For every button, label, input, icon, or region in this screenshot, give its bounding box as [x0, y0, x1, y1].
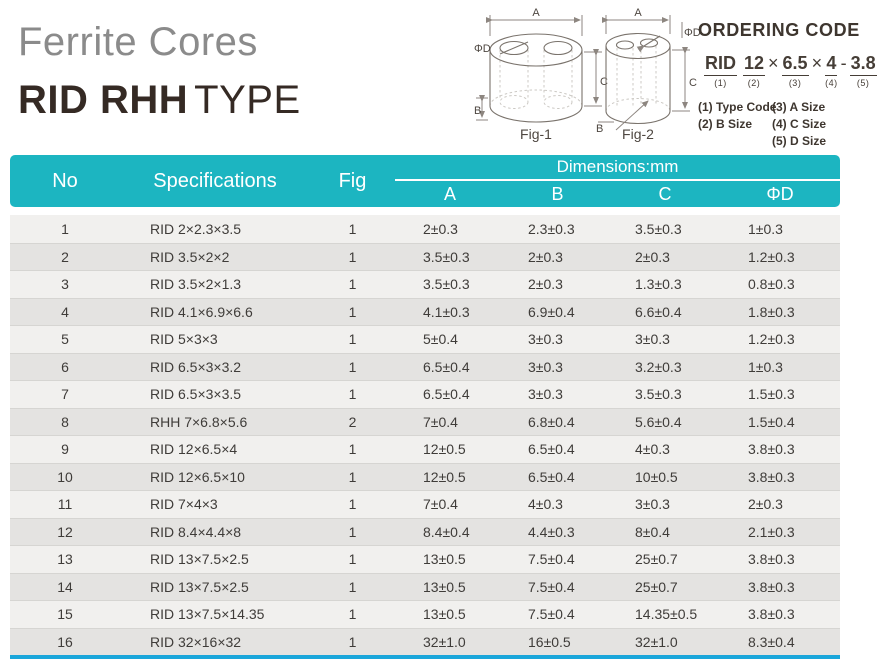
ordering-code-part: [765, 53, 809, 88]
cell-fig: 1: [348, 578, 357, 595]
ordering-code-value: 3.8: [850, 53, 877, 76]
cell-fig: 1: [348, 551, 357, 568]
cell-no: 10: [57, 468, 73, 485]
ordering-code-marker: (2): [747, 77, 761, 88]
table-row: [10, 490, 840, 518]
ordering-code-segment: [782, 53, 809, 88]
ordering-code-segment: [850, 53, 877, 88]
cell-dim-c: 32±1.0: [635, 633, 678, 650]
legend-item-left: (1) Type Code: [698, 99, 777, 114]
cell-dim-b: 3±0.3: [528, 358, 563, 375]
cell-specification: RHH 7×6.8×5.6: [150, 413, 248, 430]
cell-dim-d: 2.1±0.3: [748, 523, 795, 540]
cell-dim-b: 2.3±0.3: [528, 220, 575, 237]
type-title-light: TYPE: [194, 78, 301, 122]
cell-dim-b: 4.4±0.3: [528, 523, 575, 540]
ordering-code-marker: (3): [788, 77, 802, 88]
cell-dim-a: 32±1.0: [423, 633, 466, 650]
cell-dim-c: 8±0.4: [635, 523, 670, 540]
cell-dim-a: 13±0.5: [423, 606, 466, 623]
ordering-code-separator: ×: [768, 53, 779, 73]
cell-dim-b: 6.5±0.4: [528, 468, 575, 485]
cell-dim-d: 1.5±0.4: [748, 413, 795, 430]
cell-dim-c: 10±0.5: [635, 468, 678, 485]
header-dim-c: C: [658, 183, 672, 204]
fig2-caption: Fig-2: [622, 126, 654, 142]
cell-fig: 1: [348, 441, 357, 458]
cell-dim-c: 6.6±0.4: [635, 303, 682, 320]
cell-fig: 1: [348, 276, 357, 293]
cell-dim-d: 1±0.3: [748, 220, 783, 237]
cell-dim-d: 1.2±0.3: [748, 331, 795, 348]
cell-fig: 1: [348, 633, 357, 650]
cell-dim-d: 1.2±0.3: [748, 248, 795, 265]
cell-fig: 1: [348, 248, 357, 265]
cell-dim-c: 1.3±0.3: [635, 276, 682, 293]
ordering-code-segment: [743, 53, 765, 88]
cell-no: 16: [57, 633, 73, 650]
cell-fig: 1: [348, 220, 357, 237]
ordering-code-line: [698, 53, 876, 88]
cell-fig: 1: [348, 386, 357, 403]
table-row: [10, 215, 840, 243]
cell-no: 4: [61, 303, 69, 320]
cell-fig: 1: [348, 358, 357, 375]
cell-dim-c: 3.5±0.3: [635, 220, 682, 237]
cell-no: 2: [61, 248, 69, 265]
table-row: [10, 628, 840, 656]
cell-dim-d: 3.8±0.3: [748, 578, 795, 595]
cell-dim-d: 1.5±0.3: [748, 386, 795, 403]
cell-dim-c: 25±0.7: [635, 551, 678, 568]
cell-dim-a: 12±0.5: [423, 468, 466, 485]
header-fig: Fig: [338, 169, 367, 192]
cell-no: 9: [61, 441, 69, 458]
cell-specification: RID 7×4×3: [150, 496, 218, 513]
cell-dim-c: 14.35±0.5: [635, 606, 698, 623]
ordering-code-part: [809, 53, 838, 88]
ordering-code-marker: (5): [856, 77, 870, 88]
table-row: [10, 600, 840, 628]
fig2-dim-d-label: ΦD: [684, 27, 701, 39]
table-row: [10, 463, 840, 491]
fig2-dim-a-label: A: [634, 7, 642, 19]
fig2-drawing: [596, 6, 704, 146]
cell-dim-a: 4.1±0.3: [423, 303, 470, 320]
ordering-code-title: ORDERING CODE: [698, 20, 860, 40]
ordering-code-marker: (1): [714, 77, 727, 88]
cell-no: 8: [61, 413, 69, 430]
table-row: [10, 243, 840, 271]
cell-dim-a: 3.5±0.3: [423, 248, 470, 265]
ordering-code-segment: [825, 53, 838, 88]
legend-item-right: (5) D Size: [772, 133, 827, 148]
header-specifications: Specifications: [153, 169, 277, 192]
fig2-dim-b-label: B: [596, 123, 604, 135]
table-header: [10, 155, 840, 207]
cell-dim-b: 4±0.3: [528, 496, 563, 513]
cell-specification: RID 12×6.5×10: [150, 468, 245, 485]
specifications-table: [10, 155, 840, 659]
fig1-dim-b-label: B: [474, 105, 482, 117]
cell-dim-a: 2±0.3: [423, 220, 458, 237]
cell-dim-a: 6.5±0.4: [423, 386, 470, 403]
cell-dim-a: 12±0.5: [423, 441, 466, 458]
cell-specification: RID 12×6.5×4: [150, 441, 238, 458]
cell-dim-a: 7±0.4: [423, 496, 458, 513]
cell-dim-a: 7±0.4: [423, 413, 458, 430]
cell-dim-b: 7.5±0.4: [528, 578, 575, 595]
cell-fig: 1: [348, 523, 357, 540]
header-dim-d: ΦD: [766, 183, 794, 204]
cell-fig: 1: [348, 303, 357, 320]
ordering-code-value: 4: [825, 53, 837, 76]
table-row: [10, 353, 840, 381]
fig1-dim-c-label: C: [600, 76, 608, 88]
cell-specification: RID 4.1×6.9×6.6: [150, 303, 253, 320]
table-row: [10, 298, 840, 326]
cell-specification: RID 13×7.5×14.35: [150, 606, 265, 623]
cell-dim-d: 8.3±0.4: [748, 633, 795, 650]
ordering-code-value: RID: [704, 53, 737, 76]
table-row: [10, 573, 840, 601]
cell-fig: 1: [348, 496, 357, 513]
cell-dim-d: 3.8±0.3: [748, 468, 795, 485]
cell-specification: RID 8.4×4.4×8: [150, 523, 242, 540]
ordering-code-part: [737, 53, 765, 88]
ordering-code-legend: [698, 100, 848, 148]
header-dimension-columns: [395, 181, 840, 207]
cell-dim-b: 7.5±0.4: [528, 606, 575, 623]
cell-no: 5: [61, 331, 69, 348]
cell-dim-d: 3.8±0.3: [748, 441, 795, 458]
cell-dim-d: 3.8±0.3: [748, 606, 795, 623]
cell-no: 12: [57, 523, 73, 540]
legend-item-right: (4) C Size: [772, 116, 827, 131]
legend-row: [698, 117, 848, 131]
table-row: [10, 325, 840, 353]
cell-dim-b: 3±0.3: [528, 386, 563, 403]
cell-no: 15: [57, 606, 73, 623]
legend-row: [698, 134, 848, 148]
cell-dim-b: 3±0.3: [528, 331, 563, 348]
cell-specification: RID 6.5×3×3.2: [150, 358, 242, 375]
cell-no: 13: [57, 551, 73, 568]
cell-dim-d: 2±0.3: [748, 496, 783, 513]
table-body: [10, 215, 840, 655]
legend-item-right: (3) A Size: [772, 99, 826, 114]
table-bottom-accent: [10, 655, 840, 659]
ordering-code-value: 6.5: [782, 53, 809, 76]
legend-item-left: (2) B Size: [698, 116, 753, 131]
table-row: [10, 408, 840, 436]
type-title-bold: RID RHH: [18, 78, 189, 122]
cell-no: 6: [61, 358, 69, 375]
cell-dim-d: 3.8±0.3: [748, 551, 795, 568]
table-row: [10, 545, 840, 573]
cell-dim-b: 16±0.5: [528, 633, 571, 650]
ordering-code-part: [698, 53, 737, 88]
table-row: [10, 518, 840, 546]
cell-dim-c: 3.5±0.3: [635, 386, 682, 403]
table-row: [10, 380, 840, 408]
fig2-dim-c-label: C: [689, 77, 697, 89]
cell-no: 1: [61, 220, 69, 237]
cell-specification: RID 3.5×2×1.3: [150, 276, 242, 293]
ordering-code-separator: ×: [811, 53, 823, 73]
cell-dim-d: 1±0.3: [748, 358, 783, 375]
cell-dim-a: 13±0.5: [423, 551, 466, 568]
cell-no: 14: [57, 578, 73, 595]
ordering-code-segment: [704, 53, 737, 88]
cell-no: 11: [57, 496, 73, 513]
cell-specification: RID 13×7.5×2.5: [150, 551, 249, 568]
cell-dim-b: 6.8±0.4: [528, 413, 575, 430]
cell-dim-d: 0.8±0.3: [748, 276, 795, 293]
cell-fig: 1: [348, 468, 357, 485]
fig1-drawing: [474, 6, 608, 146]
table-row: [10, 435, 840, 463]
cell-dim-c: 2±0.3: [635, 248, 670, 265]
legend-item-left: [698, 134, 772, 148]
cell-fig: 1: [348, 331, 357, 348]
cell-dim-d: 1.8±0.3: [748, 303, 795, 320]
legend-row: [698, 100, 848, 114]
ordering-code-value: 12: [743, 53, 765, 76]
cell-dim-b: 2±0.3: [528, 276, 563, 293]
cell-specification: RID 3.5×2×2: [150, 248, 230, 265]
cell-dim-a: 8.4±0.4: [423, 523, 470, 540]
cell-no: 7: [61, 386, 69, 403]
header-dim-a: A: [443, 183, 456, 204]
cell-dim-c: 5.6±0.4: [635, 413, 682, 430]
cell-dim-c: 3±0.3: [635, 331, 670, 348]
fig1-dim-d-label: ΦD: [474, 43, 491, 55]
cell-specification: RID 6.5×3×3.5: [150, 386, 242, 403]
ordering-code-block: [698, 20, 876, 148]
cell-dim-c: 4±0.3: [635, 441, 670, 458]
cell-dim-b: 6.5±0.4: [528, 441, 575, 458]
ordering-code-marker: (4): [825, 77, 838, 88]
fig1-dim-a-label: A: [532, 7, 540, 19]
header-dimensions-title: Dimensions:mm: [395, 155, 840, 181]
fig1-caption: Fig-1: [520, 126, 552, 142]
cell-dim-a: 13±0.5: [423, 578, 466, 595]
ordering-code-separator: -: [840, 53, 847, 73]
cell-specification: RID 32×16×32: [150, 633, 242, 650]
header-dimensions-group: [395, 155, 840, 207]
cell-dim-b: 2±0.3: [528, 248, 563, 265]
header-no: No: [52, 169, 78, 192]
cell-dim-a: 5±0.4: [423, 331, 458, 348]
page-title: Ferrite Cores: [18, 20, 258, 64]
cell-fig: 2: [348, 413, 357, 430]
table-row: [10, 270, 840, 298]
type-title: [18, 78, 301, 123]
cell-dim-c: 25±0.7: [635, 578, 678, 595]
cell-no: 3: [61, 276, 69, 293]
ordering-code-part: [838, 53, 877, 88]
header-dim-b: B: [551, 183, 564, 204]
cell-specification: RID 13×7.5×2.5: [150, 578, 249, 595]
cell-dim-c: 3±0.3: [635, 496, 670, 513]
cell-dim-b: 6.9±0.4: [528, 303, 575, 320]
cell-dim-b: 7.5±0.4: [528, 551, 575, 568]
cell-dim-c: 3.2±0.3: [635, 358, 682, 375]
cell-specification: RID 5×3×3: [150, 331, 218, 348]
cell-fig: 1: [348, 606, 357, 623]
title-block: [18, 20, 301, 123]
cell-dim-a: 3.5±0.3: [423, 276, 470, 293]
cell-dim-a: 6.5±0.4: [423, 358, 470, 375]
cell-specification: RID 2×2.3×3.5: [150, 220, 242, 237]
